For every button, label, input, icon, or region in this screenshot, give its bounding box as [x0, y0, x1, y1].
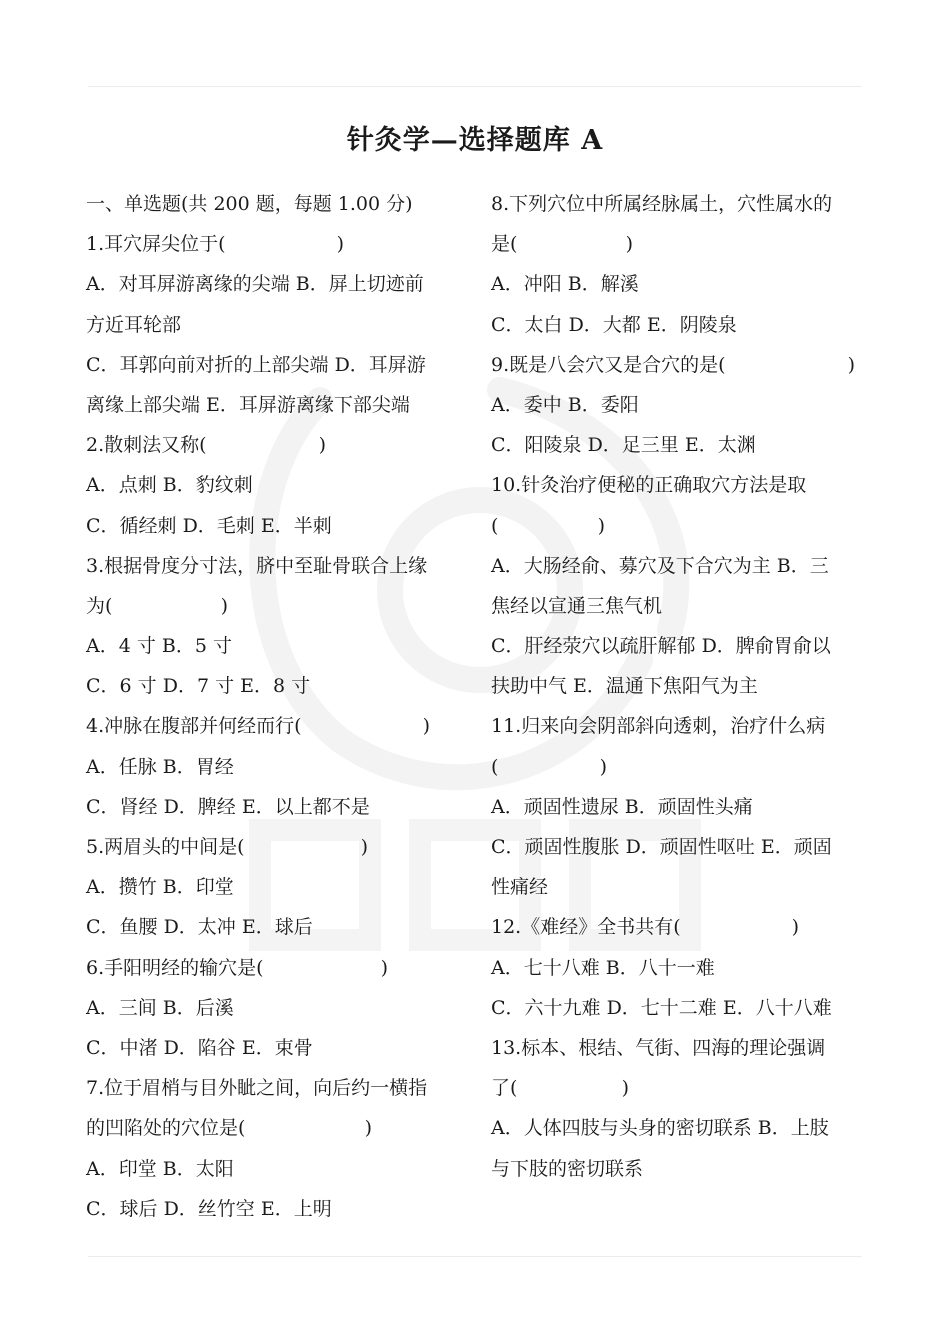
option-line: A．对耳屏游离缘的尖端 B．屏上切迹前 — [86, 273, 424, 296]
question-line: 3.根据骨度分寸法，脐中至耻骨联合上缘 — [86, 554, 428, 577]
option-line: A．委中 B．委阳 — [491, 393, 639, 416]
top-divider — [88, 86, 862, 87]
option-line: 性痛经 — [491, 876, 549, 899]
page-title: 针灸学—选择题库 A — [346, 125, 604, 156]
option-line: A．人体四肢与头身的密切联系 B．上肢 — [491, 1117, 829, 1140]
question-line: 了( ) — [491, 1077, 629, 1100]
question-line: 为( ) — [86, 594, 228, 617]
option-line: A．三间 B．后溪 — [86, 996, 234, 1019]
question-line: 13.标本、根结、气街、四海的理论强调 — [491, 1036, 826, 1059]
option-line: 焦经以宣通三焦气机 — [491, 594, 663, 617]
option-line: C．六十九难 D．七十二难 E．八十八难 — [491, 996, 832, 1019]
option-line: A．任脉 B．胃经 — [86, 755, 234, 778]
option-line: 方近耳轮部 — [86, 313, 182, 336]
question-line: 7.位于眉梢与目外眦之间，向后约一横指 — [86, 1077, 428, 1100]
section-heading: 一、单选题(共 200 题，每题 1.00 分) — [86, 193, 413, 215]
question-line: 10.针灸治疗便秘的正确取穴方法是取 — [491, 474, 807, 497]
option-line: C．耳郭向前对折的上部尖端 D．耳屏游 — [86, 353, 426, 376]
option-line: C．阳陵泉 D．足三里 E．太渊 — [491, 434, 756, 457]
question-line: 的凹陷处的穴位是( ) — [86, 1117, 372, 1140]
option-line: A．冲阳 B．解溪 — [491, 273, 639, 296]
option-line: A．顽固性遗尿 B．顽固性头痛 — [491, 795, 753, 818]
option-line: A．4 寸 B．5 寸 — [86, 635, 232, 658]
question-line: 6.手阳明经的输穴是( ) — [86, 956, 388, 979]
option-line: 扶助中气 E．温通下焦阳气为主 — [491, 675, 758, 698]
option-line: C．6 寸 D．7 寸 E．8 寸 — [86, 675, 311, 698]
option-line: C．鱼腰 D．太冲 E．球后 — [86, 916, 313, 939]
question-line: 2.散刺法又称( ) — [86, 434, 326, 457]
option-line: A．七十八难 B．八十一难 — [491, 956, 715, 979]
option-line: A．攒竹 B．印堂 — [86, 876, 234, 899]
question-line: 8.下列穴位中所属经脉属土，穴性属水的 — [491, 193, 833, 215]
question-line: 1.耳穴屏尖位于( ) — [86, 233, 344, 256]
question-line: 9.既是八会穴又是合穴的是( ) — [491, 353, 855, 376]
question-line: 4.冲脉在腹部并何经而行( ) — [86, 715, 430, 738]
question-line: 5.两眉头的中间是( ) — [86, 836, 368, 858]
option-line: 与下肢的密切联系 — [491, 1157, 644, 1180]
option-line: C．太白 D．大都 E．阴陵泉 — [491, 313, 737, 336]
question-line: 11.归来向会阴部斜向透刺，治疗什么病 — [491, 715, 826, 738]
option-line: C．中渚 D．陷谷 E．束骨 — [86, 1036, 313, 1059]
option-line: A．点刺 B．豹纹刺 — [86, 474, 253, 497]
option-line: A．印堂 B．太阳 — [86, 1157, 234, 1180]
option-line: A．大肠经俞、募穴及下合穴为主 B．三 — [491, 554, 829, 577]
option-line: 离缘上部尖端 E．耳屏游离缘下部尖端 — [86, 393, 410, 416]
left-column — [86, 184, 458, 1229]
option-line: C．肝经荥穴以疏肝解郁 D．脾俞胃俞以 — [491, 635, 831, 658]
option-line: C．循经刺 D．毛刺 E．半刺 — [86, 514, 332, 537]
right-column — [491, 184, 861, 1189]
question-line: ( ) — [491, 514, 605, 537]
question-line: 12.《难经》全书共有( ) — [491, 916, 799, 939]
option-line: C．顽固性腹胀 D．顽固性呕吐 E．顽固 — [491, 836, 832, 858]
question-line: 是( ) — [491, 233, 633, 256]
bottom-divider — [88, 1256, 862, 1257]
question-line: ( ) — [491, 755, 607, 778]
option-line: C．球后 D．丝竹空 E．上明 — [86, 1197, 332, 1220]
option-line: C．肾经 D．脾经 E．以上都不是 — [86, 795, 370, 818]
